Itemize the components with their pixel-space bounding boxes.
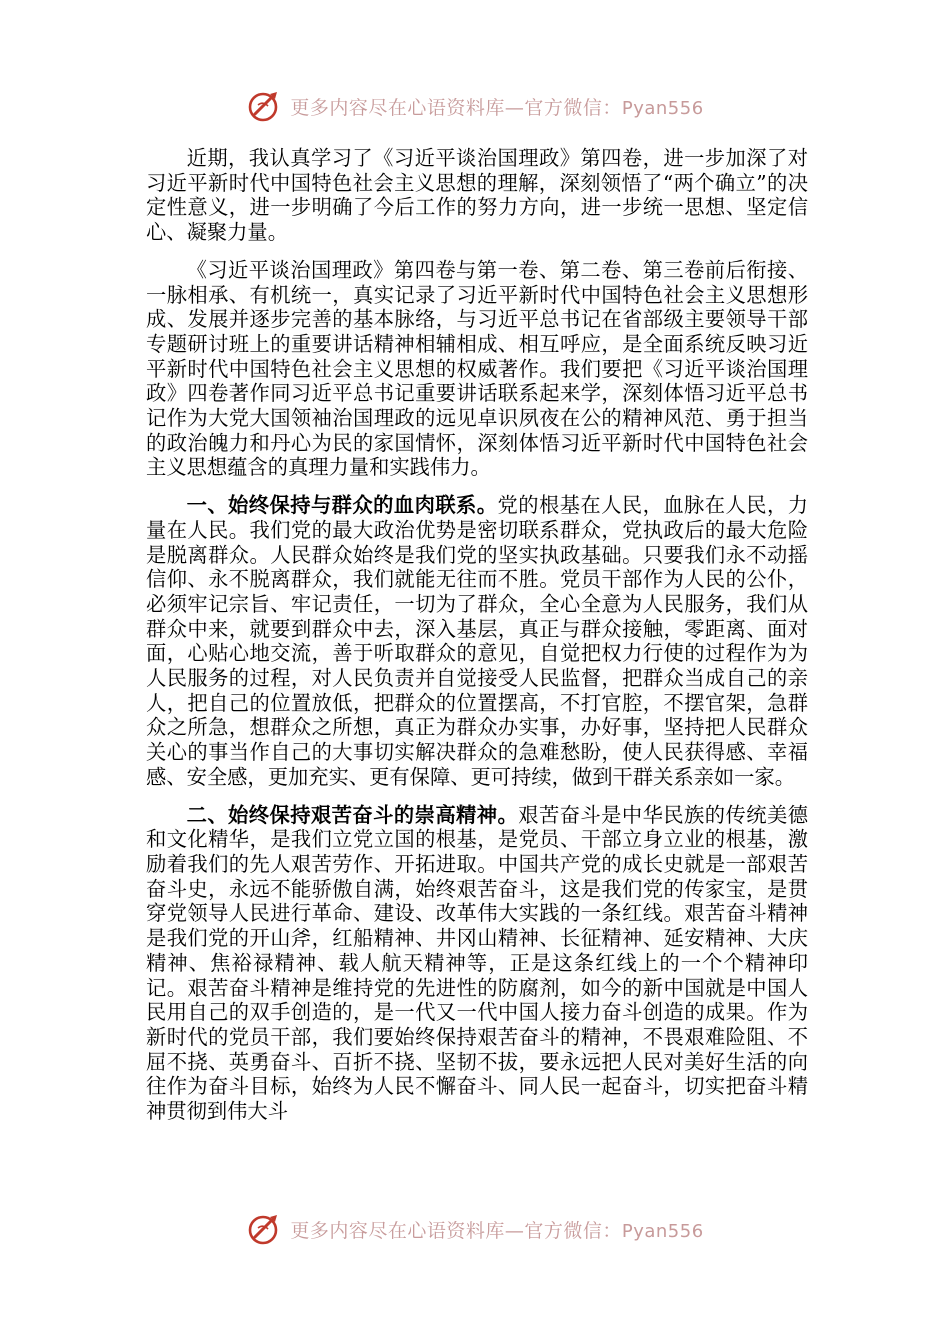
paragraph-text: 艰苦奋斗是中华民族的传统美德和文化精华，是我们立党立国的根基，是党员、干部立身立业的根基，激励着我们的先人艰苦劳作、开拓进取。中国共产党的成长史就是一部艰苦奋斗史，永远不能骄傲自满，始终艰苦奋斗，这是我们党的传家宝，是贯穿党领导人民进行革命、建设、改革伟大实践的一条红线。艰苦奋斗精神是我们党的开山斧，红船精神、井冈山精神、长征精神、延安精神、大庆精神、焦裕禄精神、载人航天精神等，正是这条红线上的一个个精神印记。艰苦奋斗精神是维持党的先进性的防腐剂，如今的新中国就是中国人民用自己的双手创造的，是一代又一代中国人接力奋斗创造的成果。作为新时代的党员干部，我们要始终保持艰苦奋斗的精神，不畏艰难险阻、不屈不挠、英勇奋斗、百折不挠、坚韧不拔，要永远把人民对美好生活的向往作为奋斗目标，始终为人民不懈奋斗、同人民一起奋斗，切实把奋斗精神贯彻到伟大斗: [146, 802, 808, 1124]
watermark-wechat-id: Pyan556: [621, 1220, 704, 1242]
watermark-text: [290, 93, 703, 120]
watermark-footer: [0, 1207, 950, 1251]
pen-logo-icon: [246, 88, 282, 124]
watermark-label: 更多内容尽在心语资料库—官方微信：: [290, 96, 622, 119]
paragraph-text: 近期，我认真学习了《习近平谈治国理政》第四卷，进一步加深了对习近平新时代中国特色社会主义思想的理解，深刻领悟了“两个确立”的决定性意义，进一步明确了今后工作的努力方向，进一步统一思想、坚定信心、凝聚力量。: [146, 146, 808, 245]
paragraph-intro: [146, 146, 808, 245]
paragraph-book-overview: [146, 258, 808, 480]
paragraph-section-one: [146, 493, 808, 789]
section-one-heading: 一、始终保持与群众的血肉联系。: [186, 493, 498, 518]
paragraph-text: 党的根基在人民，血脉在人民，力量在人民。我们党的最大政治优势是密切联系群众，党执政后的最大危险是脱离群众。人民群众始终是我们党的坚实执政基础。只要我们永不动摇信仰、永不脱离群众，我们就能无往而不胜。党员干部作为人民的公仆，必须牢记宗旨、牢记责任，一切为了群众，全心全意为人民服务，我们从群众中来，就要到群众中去，深入基层，真正与群众接触，零距离、面对面，心贴心地交流，善于听取群众的意见，自觉把权力行使的过程作为为人民服务的过程，对人民负责并自觉接受人民监督，把群众当成自己的亲人，把自己的位置放低，把群众的位置摆高，不打官腔，不摆官架，急群众之所急，想群众之所想，真正为群众办实事，办好事，坚持把人民群众关心的事当作自己的大事切实解决群众的急难愁盼，使人民获得感、幸福感、安全感，更加充实、更有保障、更可持续，做到干群关系亲如一家。: [146, 493, 808, 789]
paragraph-section-two: [146, 803, 808, 1124]
watermark-label: 更多内容尽在心语资料库—官方微信：: [290, 1219, 622, 1242]
watermark-text: [290, 1216, 703, 1243]
paragraph-text: 《习近平谈治国理政》第四卷与第一卷、第二卷、第三卷前后衔接、一脉相承、有机统一，真实记录了习近平新时代中国特色社会主义思想形成、发展并逐步完善的基本脉络，与习近平总书记在省部级主要领导干部专题研讨班上的重要讲话精神相辅相成、相互呼应，是全面系统反映习近平新时代中国特色社会主义思想的权威著作。我们要把《习近平谈治国理政》四卷著作同习近平总书记重要讲话联系起来学，深刻体悟习近平总书记作为大党大国领袖治国理政的远见卓识夙夜在公的精神风范、勇于担当的政治魄力和丹心为民的家国情怀，深刻体悟习近平新时代中国特色社会主义思想蕴含的真理力量和实践伟力。: [146, 257, 808, 480]
section-two-heading: 二、始终保持艰苦奋斗的崇高精神。: [186, 802, 519, 827]
pen-logo-icon: [246, 1211, 282, 1247]
document-body: [146, 146, 808, 1137]
watermark-wechat-id: Pyan556: [621, 97, 704, 119]
watermark-header: [0, 84, 950, 128]
